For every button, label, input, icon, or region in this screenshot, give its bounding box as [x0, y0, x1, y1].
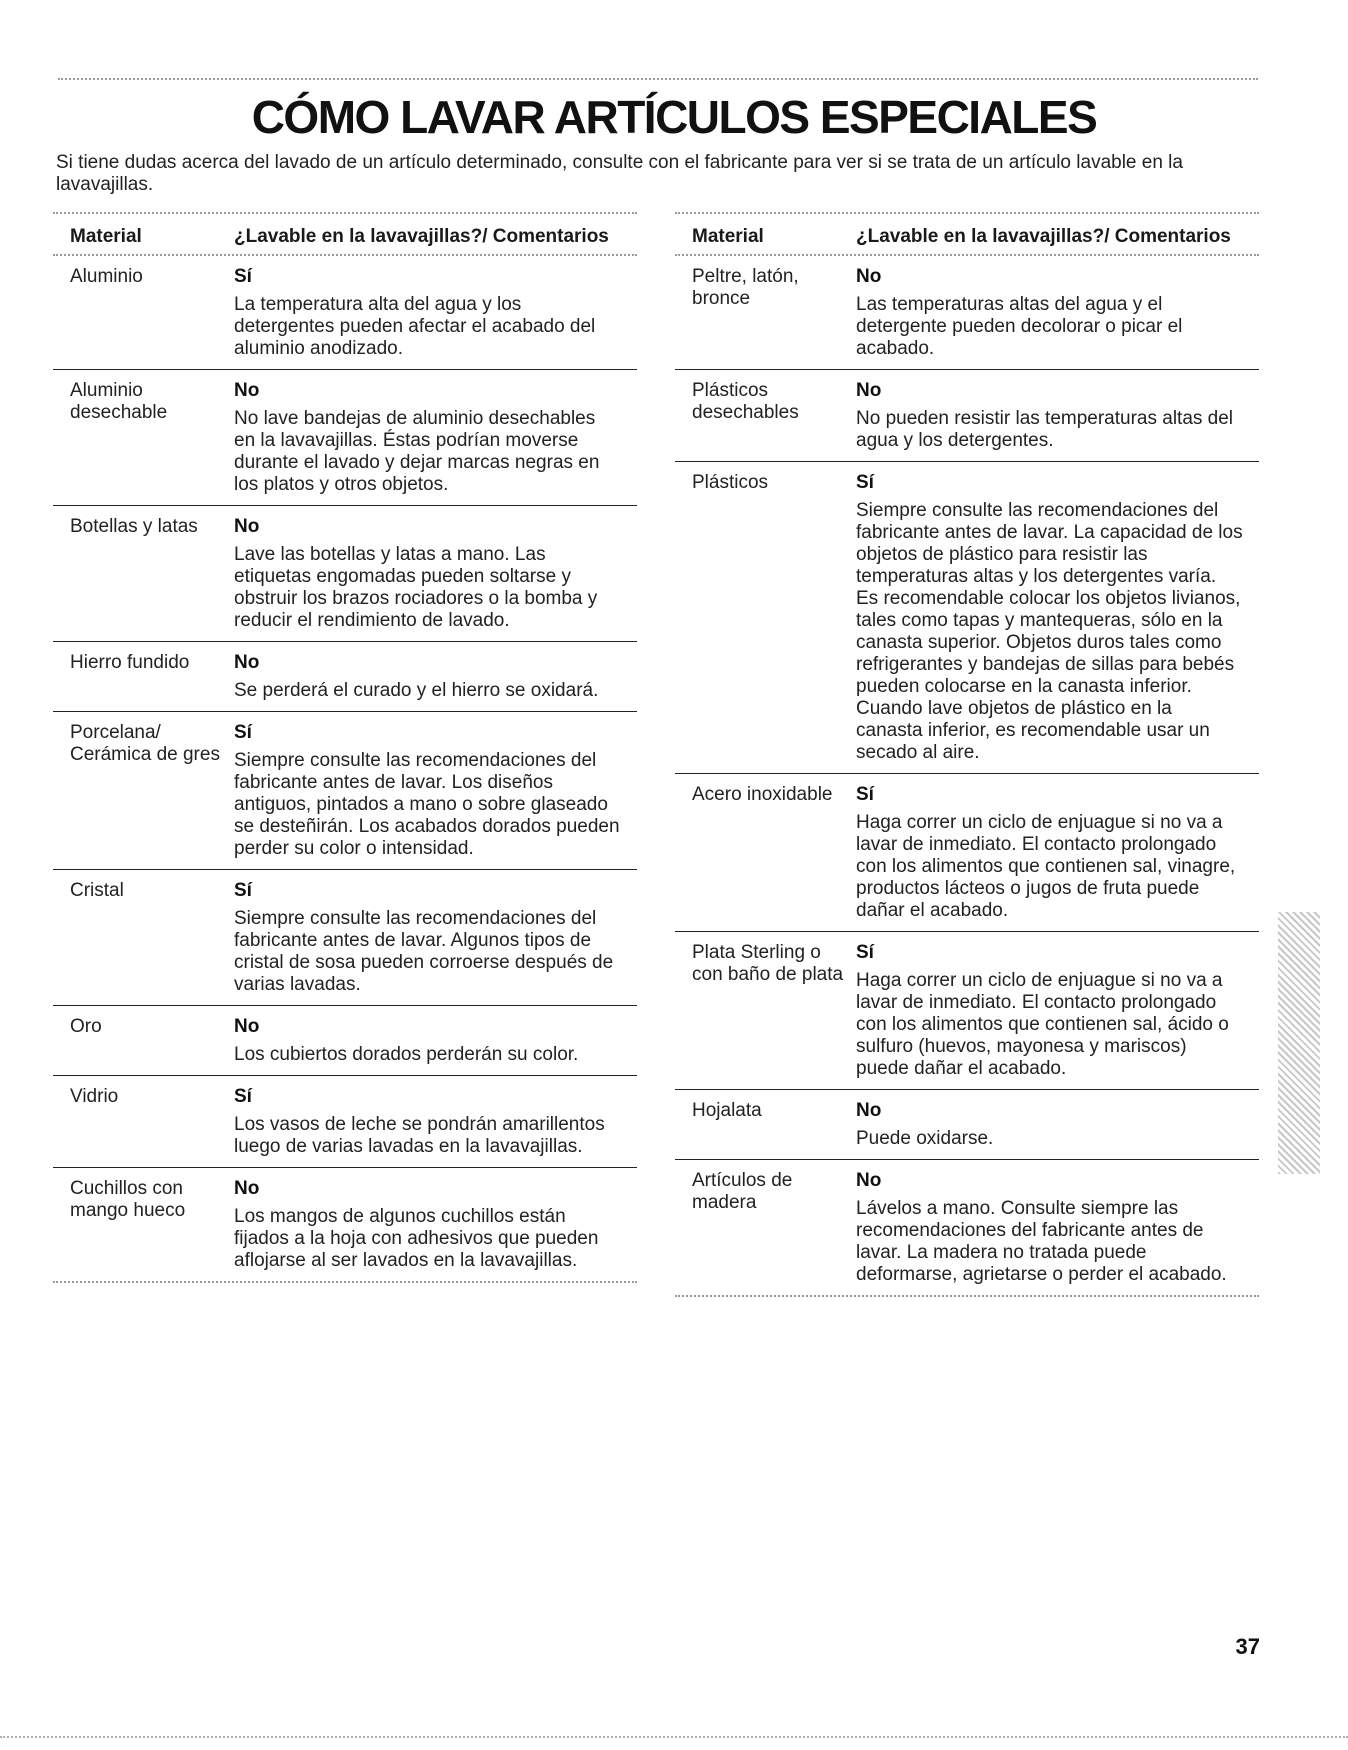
comment-text: Los mangos de algunos cuchillos están fijados a la hoja con adhesivos que pueden aflojarse al ser lavados en la lavavajillas.: [234, 1206, 599, 1271]
comment-text: Los vasos de leche se pondrán amarillentos luego de varias lavadas en la lavavajillas.: [234, 1114, 605, 1157]
material-cell: Cuchillos con mango hueco: [70, 1178, 186, 1221]
dishwasher-safe-verdict: No: [234, 652, 260, 673]
table-row: [675, 932, 1259, 1090]
header-material: Material: [70, 226, 142, 247]
comments-cell: [856, 380, 1259, 452]
material-cell: Artículos de madera: [692, 1170, 793, 1213]
bottom-dotted-rule: [0, 1736, 1348, 1738]
header-comments: ¿Lavable en la lavavajillas?/ Comentarios: [234, 226, 609, 247]
table-row: [675, 370, 1259, 462]
comment-text: Lave las botellas y latas a mano. Las etiquetas engomadas pueden soltarse y obstruir los brazos rociadores o la bomba y reducir el rendimiento de lavado.: [234, 544, 598, 631]
comment-text: Siempre consulte las recomendaciones del fabricante antes de lavar. La capacidad de los objetos de plástico para resistir las temperaturas altas y los detergentes varía. Es recomendable colocar los objetos livianos, tales como tapas y mantequeras, sólo en la canasta superior. Objetos duros tales como refrigerantes y bandejas de sillas para bebés pueden colocarse en la canasta inferior. Cuando lave objetos de plástico en la canasta inferior, es recomendable usar un secado al aire.: [856, 500, 1243, 763]
table-row: [53, 712, 637, 870]
dishwasher-safe-verdict: No: [234, 516, 260, 537]
material-cell: Vidrio: [70, 1086, 119, 1107]
comments-cell: [856, 266, 1259, 360]
table-row: [53, 1076, 637, 1168]
comments-cell: [856, 1100, 1259, 1150]
dishwasher-safe-verdict: No: [856, 1170, 882, 1191]
comment-text: Las temperaturas altas del agua y el detergente pueden decolorar o picar el acabado.: [856, 294, 1183, 359]
dishwasher-safe-verdict: Sí: [234, 880, 252, 901]
material-cell: Hierro fundido: [70, 652, 190, 673]
table-row: [53, 1006, 637, 1076]
comments-cell: [234, 1086, 637, 1158]
comments-cell: [234, 516, 637, 632]
intro-paragraph: Si tiene dudas acerca del lavado de un artículo determinado, consulte con el fabricante para ver si se trata de un artículo lavable en la lavavajillas.: [56, 152, 1183, 195]
comment-text: Siempre consulte las recomendaciones del fabricante antes de lavar. Los diseños antiguos, pintados a mano o sobre glaseado se desteñirán. Los acabados dorados pueden perder su color o intensidad.: [234, 750, 620, 859]
comments-cell: [856, 942, 1259, 1080]
dishwasher-safe-verdict: No: [856, 1100, 882, 1121]
table-row: [675, 256, 1259, 370]
comment-text: Puede oxidarse.: [856, 1128, 994, 1149]
table-header: [53, 212, 637, 256]
material-cell: Plásticos desechables: [692, 380, 799, 423]
dishwasher-safe-verdict: Sí: [856, 784, 874, 805]
comment-text: Los cubiertos dorados perderán su color.: [234, 1044, 579, 1065]
dishwasher-safe-verdict: No: [234, 1178, 260, 1199]
page-number: 37: [1235, 1634, 1260, 1659]
material-cell: Plásticos: [692, 472, 769, 493]
dishwasher-safe-verdict: No: [856, 380, 882, 401]
material-cell: Plata Sterling o con baño de plata: [692, 942, 844, 985]
dishwasher-safe-verdict: Sí: [234, 722, 252, 743]
comments-cell: [234, 880, 637, 996]
table-row: [53, 370, 637, 506]
comment-text: Se perderá el curado y el hierro se oxidará.: [234, 680, 599, 701]
comment-text: No lave bandejas de aluminio desechables en la lavavajillas. Éstas podrían moverse durante el lavado y dejar marcas negras en los platos y otros objetos.: [234, 408, 600, 495]
comment-text: Haga correr un ciclo de enjuague si no va a lavar de inmediato. El contacto prolongado con los alimentos que contienen sal, ácido o sulfuro (huevos, mayonesa y mariscos) puede dañar el acabado.: [856, 970, 1229, 1079]
dishwasher-safe-verdict: Sí: [856, 942, 874, 963]
comments-cell: [234, 1016, 637, 1066]
material-cell: Acero inoxidable: [692, 784, 833, 805]
comment-text: La temperatura alta del agua y los detergentes pueden afectar el acabado del aluminio anodizado.: [234, 294, 596, 359]
material-cell: Aluminio desechable: [70, 380, 168, 423]
table-row: [675, 462, 1259, 774]
comments-cell: [234, 380, 637, 496]
dishwasher-safe-verdict: No: [234, 380, 260, 401]
material-cell: Botellas y latas: [70, 516, 198, 537]
material-cell: Cristal: [70, 880, 124, 901]
comment-text: Lávelos a mano. Consulte siempre las recomendaciones del fabricante antes de lavar. La madera no tratada puede deformarse, agrietarse o perder el acabado.: [856, 1198, 1227, 1285]
dishwasher-safe-verdict: No: [234, 1016, 260, 1037]
left-table-body: [53, 256, 637, 1283]
comments-cell: [234, 652, 637, 702]
comments-cell: [234, 266, 637, 360]
comments-cell: [856, 784, 1259, 922]
right-table: [675, 212, 1259, 1297]
comment-text: Siempre consulte las recomendaciones del fabricante antes de lavar. Algunos tipos de cristal de sosa pueden corroerse después de varias lavadas.: [234, 908, 614, 995]
dishwasher-safe-verdict: Sí: [234, 266, 252, 287]
side-tab-marker: [1278, 912, 1320, 1174]
comments-cell: [234, 1178, 637, 1272]
table-row: [53, 1168, 637, 1283]
comment-text: Haga correr un ciclo de enjuague si no va a lavar de inmediato. El contacto prolongado con los alimentos que contienen sal, vinagre, productos lácteos o jugos de fruta puede dañar el acabado.: [856, 812, 1236, 921]
comment-text: No pueden resistir las temperaturas altas del agua y los detergentes.: [856, 408, 1234, 451]
dishwasher-safe-verdict: No: [856, 266, 882, 287]
header-comments: ¿Lavable en la lavavajillas?/ Comentarios: [856, 226, 1231, 247]
table-row: [53, 642, 637, 712]
top-dotted-rule: [58, 78, 1258, 80]
header-material: Material: [692, 226, 764, 247]
table-header: [675, 212, 1259, 256]
material-cell: Hojalata: [692, 1100, 762, 1121]
dishwasher-safe-verdict: Sí: [234, 1086, 252, 1107]
right-table-body: [675, 256, 1259, 1297]
comments-cell: [856, 1170, 1259, 1286]
material-cell: Aluminio: [70, 266, 143, 287]
table-row: [675, 774, 1259, 932]
comments-cell: [856, 472, 1259, 764]
table-row: [53, 506, 637, 642]
dishwasher-safe-verdict: Sí: [856, 472, 874, 493]
table-row: [53, 870, 637, 1006]
table-row: [53, 256, 637, 370]
left-table: [53, 212, 637, 1283]
page-title: CÓMO LAVAR ARTÍCULOS ESPECIALES: [251, 91, 1097, 143]
comments-cell: [234, 722, 637, 860]
table-row: [675, 1090, 1259, 1160]
material-cell: Peltre, latón, bronce: [692, 266, 799, 309]
material-cell: Porcelana/ Cerámica de gres: [70, 722, 220, 765]
material-cell: Oro: [70, 1016, 102, 1037]
table-row: [675, 1160, 1259, 1297]
